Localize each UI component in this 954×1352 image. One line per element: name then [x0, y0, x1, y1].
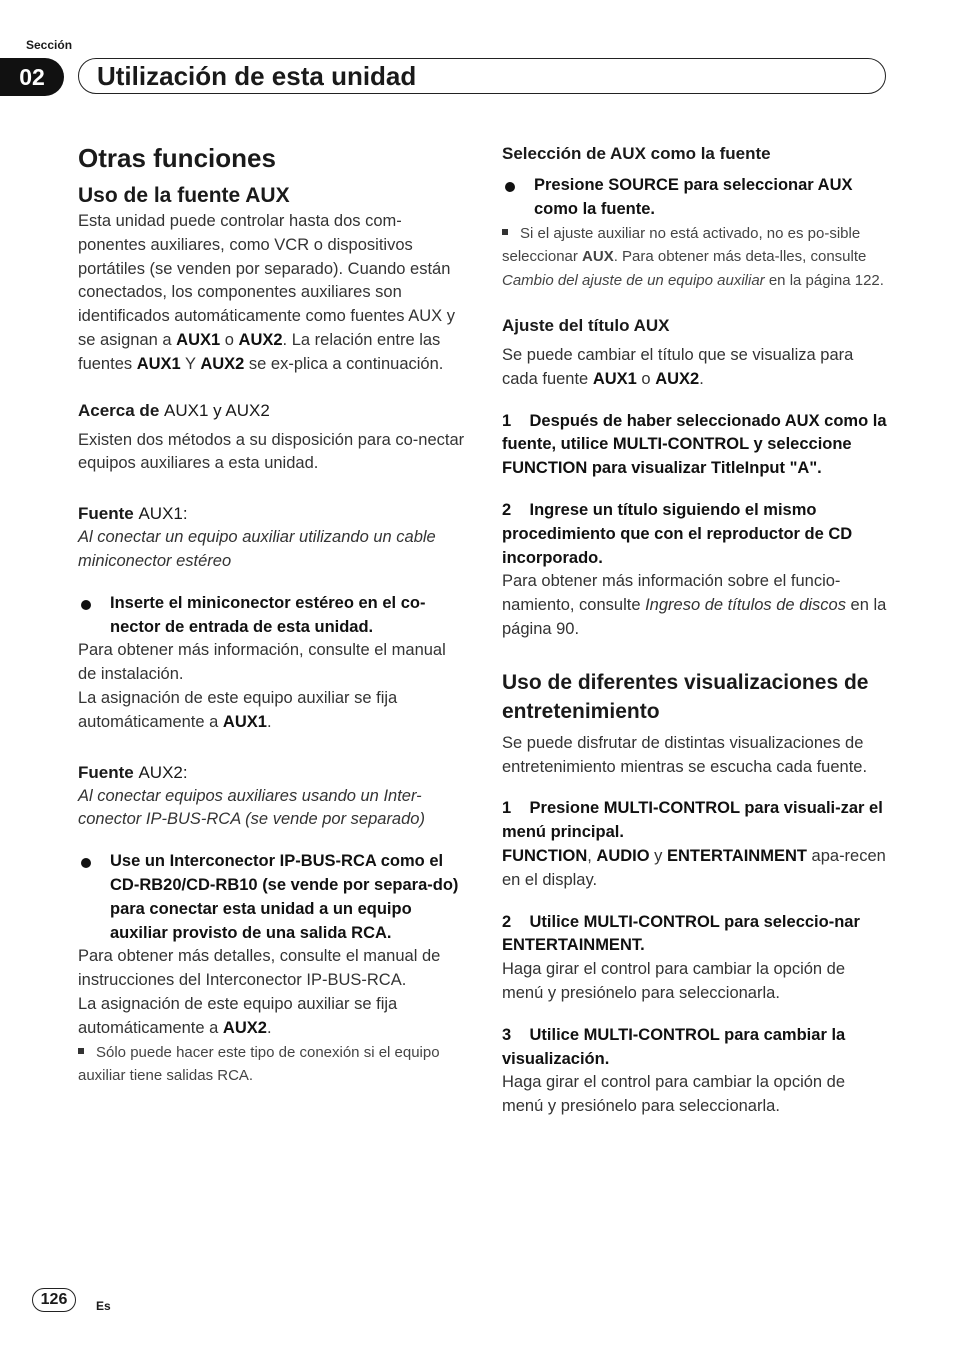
- entertainment-step-1-text: FUNCTION, AUDIO y ENTERTAINMENT apa-recen en el display.: [502, 847, 886, 889]
- entertainment-heading: Uso de diferentes visualizaciones de entretenimiento: [502, 670, 869, 723]
- note-square-icon: [78, 1048, 84, 1054]
- bullet-icon: [81, 600, 91, 610]
- fuente-aux1-info: Para obtener más información, consulte el manual de instalación.: [78, 641, 446, 684]
- fuente-aux1-bullet: Inserte el miniconector estéreo en el co-nector de entrada de esta unidad.: [78, 592, 466, 640]
- section-number-badge: 02: [0, 58, 64, 96]
- fuente-aux1-heading: Fuente AUX1:: [78, 504, 188, 524]
- left-column: [78, 140, 466, 1088]
- about-aux-text: Existen dos métodos a su disposición para co-nectar equipos auxiliares a esta unidad.: [78, 430, 465, 473]
- fuente-aux2-note: Sólo puede hacer este tipo de conexión si el equipo auxiliar tiene salidas RCA.: [78, 1043, 440, 1085]
- fuente-aux2-bullet: Use un Interconector IP-BUS-RCA como el CD-RB20/CD-RB10 (se vende por separa-do) para conectar esta unidad a un equipo auxiliar provisto de una salida RCA.: [78, 850, 466, 945]
- fuente-aux2-assignment: La asignación de este equipo auxiliar se fija automáticamente a AUX2.: [78, 994, 398, 1037]
- aux-title-heading: Ajuste del título AUX: [502, 316, 670, 336]
- fuente-aux2-info: Para obtener más detalles, consulte el manual de instrucciones del Interconector IP-BUS-RCA.: [78, 947, 441, 990]
- aux-title-step-2: 2 Ingrese un título siguiendo el mismo procedimiento que con el reproductor de CD incorporado.: [502, 501, 857, 567]
- fuente-aux1-italic: Al conectar un equipo auxiliar utilizando un cable miniconector estéreo: [78, 528, 436, 570]
- page-title: Otras funciones: [78, 143, 276, 173]
- bullet-icon: [81, 858, 91, 868]
- aux-title-text: Se puede cambiar el título que se visualiza para cada fuente AUX1 o AUX2.: [502, 346, 854, 388]
- aux-title-step-1: 1 Después de haber seleccionado AUX como la fuente, utilice MULTI-CONTROL y seleccione FUNCTION para visualizar TitleInput "A".: [502, 411, 892, 478]
- select-aux-note: Si el ajuste auxiliar no está activado, no es po-sible seleccionar AUX. Para obtener más deta-lles, consulte Cambio del ajuste de un equipo auxiliar en la página 122.: [502, 224, 884, 289]
- right-column: [502, 140, 890, 1119]
- section-label: Sección: [26, 38, 73, 52]
- intro-paragraph: Esta unidad puede controlar hasta dos com-ponentes auxiliares, como VCR o dispositivos portátiles (se venden por separado). Cuando están conectados, los componentes auxiliares son identificados automáticamente como fuentes AUX y se asignan a AUX1 o AUX2. La relación entre las fuentes AUX1 Y AUX2 se ex-plica a continuación.: [78, 212, 455, 373]
- chapter-title: Utilización de esta unidad: [97, 61, 417, 91]
- aux-source-heading: Uso de la fuente AUX: [78, 184, 290, 207]
- fuente-aux1-assignment: La asignación de este equipo auxiliar se fija automáticamente a AUX1.: [78, 688, 398, 731]
- entertainment-step-2-text: Haga girar el control para cambiar la opción de menú y presiónelo para seleccionarla.: [502, 960, 846, 1003]
- entertainment-step-3-text: Haga girar el control para cambiar la opción de menú y presiónelo para seleccionarla.: [502, 1073, 846, 1116]
- about-aux-heading: Acerca de AUX1 y AUX2: [78, 400, 270, 420]
- entertainment-step-1: 1 Presione MULTI-CONTROL para visuali-zar el menú principal.: [502, 799, 888, 842]
- entertainment-step-3: 3 Utilice MULTI-CONTROL para cambiar la visualización.: [502, 1025, 850, 1068]
- bullet-icon: [505, 182, 515, 192]
- language-code: Es: [96, 1299, 111, 1313]
- select-aux-bullet: Presione SOURCE para seleccionar AUX como la fuente.: [502, 174, 890, 222]
- entertainment-step-2: 2 Utilice MULTI-CONTROL para seleccio-nar ENTERTAINMENT.: [502, 912, 865, 955]
- fuente-aux2-italic: Al conectar equipos auxiliares usando un Inter-conector IP-BUS-RCA (se vende por separado): [78, 786, 425, 829]
- page-number: 126: [32, 1288, 76, 1312]
- aux-title-step-2-text: Para obtener más información sobre el funcio-namiento, consulte Ingreso de títulos de discos en la página 90.: [502, 572, 887, 639]
- note-square-icon: [502, 229, 508, 235]
- entertainment-text: Se puede disfrutar de distintas visualizaciones de entretenimiento mientras se escucha cada fuente.: [502, 733, 868, 776]
- select-aux-heading: Selección de AUX como la fuente: [502, 144, 771, 163]
- fuente-aux2-heading: Fuente AUX2:: [78, 762, 188, 782]
